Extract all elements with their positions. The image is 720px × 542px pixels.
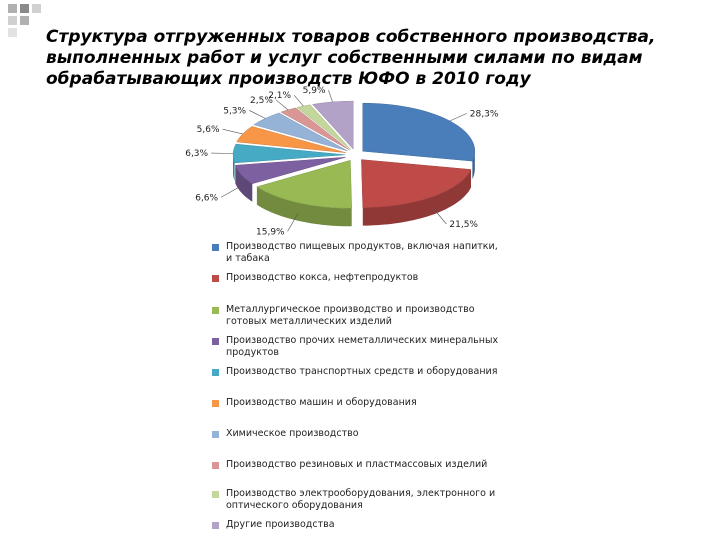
legend-item-food [212, 241, 502, 265]
pie-slice [363, 103, 475, 161]
pie-chart [160, 100, 540, 240]
legend-label: Производство электрооборудования, электронного и оптического оборудования [226, 488, 502, 512]
legend-item-electrical [212, 488, 502, 512]
legend-swatch [212, 338, 219, 345]
title-line-2: выполненных работ и услуг собственными силами по видам [46, 48, 706, 69]
legend-label: Производство прочих неметаллических минеральных продуктов [226, 335, 502, 359]
slice-data-label: 28,3% [470, 109, 499, 119]
legend-item-other [212, 519, 502, 531]
slice-data-label: 6,6% [195, 193, 218, 203]
slice-data-label: 2,1% [268, 91, 291, 101]
legend-label: Металлургическое производство и производство готовых металлических изделий [226, 304, 502, 328]
legend-swatch [212, 462, 219, 469]
leader-line [249, 110, 265, 118]
legend-label: Производство кокса, нефтепродуктов [226, 272, 502, 284]
legend-item-transport [212, 366, 502, 378]
legend-swatch [212, 275, 219, 282]
legend-swatch [212, 522, 219, 529]
legend-label: Производство пищевых продуктов, включая напитки, и табака [226, 241, 502, 265]
leader-line [450, 113, 467, 121]
legend-swatch [212, 307, 219, 314]
legend-swatch [212, 400, 219, 407]
legend-item-machinery [212, 397, 502, 409]
legend-label: Другие производства [226, 519, 502, 531]
legend-item-metallurgy [212, 304, 502, 328]
legend-label: Химическое производство [226, 428, 502, 440]
slide-title [46, 27, 706, 90]
legend-item-minerals [212, 335, 502, 359]
title-line-3: обрабатывающих производств ЮФО в 2010 году [46, 69, 706, 90]
slice-data-label: 6,3% [185, 149, 208, 159]
legend-item-coke [212, 272, 502, 284]
leader-line [329, 90, 333, 102]
legend-swatch [212, 369, 219, 376]
legend-swatch [212, 491, 219, 498]
leader-line [223, 129, 243, 134]
legend-label: Производство транспортных средств и оборудования [226, 366, 502, 378]
slice-data-label: 5,6% [197, 125, 220, 135]
leader-line [294, 95, 303, 106]
leader-line [221, 186, 242, 198]
slice-data-label: 15,9% [256, 227, 285, 237]
legend-label: Производство резиновых и пластмассовых изделий [226, 459, 502, 471]
slice-data-label: 2,5% [250, 96, 273, 106]
slice-data-label: 5,9% [303, 86, 326, 96]
legend-label: Производство машин и оборудования [226, 397, 502, 409]
slice-data-label: 5,3% [223, 106, 246, 116]
legend-item-rubber [212, 459, 502, 471]
chart-legend [205, 240, 507, 542]
legend-swatch [212, 244, 219, 251]
title-line-1: Структура отгруженных товаров собственного производства, [46, 27, 706, 48]
legend-item-chemical [212, 428, 502, 440]
leader-line [276, 100, 288, 110]
slice-data-label: 21,5% [449, 220, 478, 230]
legend-swatch [212, 431, 219, 438]
